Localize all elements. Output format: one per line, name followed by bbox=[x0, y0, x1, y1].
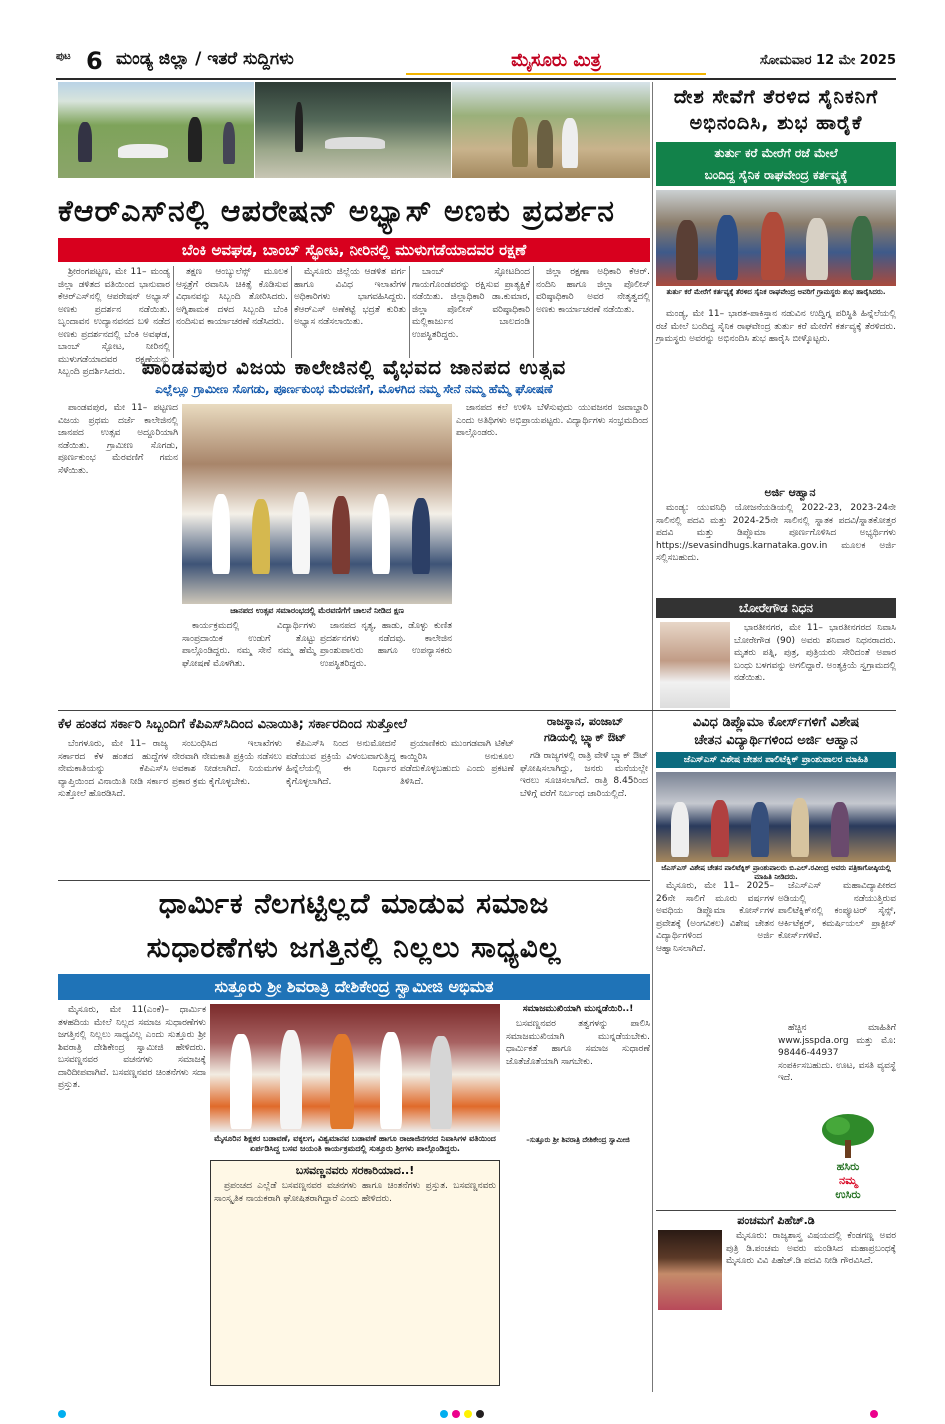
diploma-caption: ಜೆಎಸ್‌ಎಸ್ ವಿಶೇಷ ಚೇತನ ಪಾಲಿಟೆಕ್ನಿಕ್ ಪ್ರಾಂಶುಪಾಲರು ಬಿ.ಎಲ್.ರವೀಂದ್ರ ಅವರು ಪತ್ರಿಕಾಗೋಷ್ಠಿಯಲ್ಲಿ ಮಾಹಿತಿ ನೀಡಿದರು. bbox=[661, 864, 891, 881]
page-number: 6 bbox=[86, 47, 103, 75]
story2-subheadline: ಎಲ್ಲೆಲ್ಲೂ ಗ್ರಾಮೀಣ ಸೊಗಡು, ಪೂರ್ಣಕುಂಭ ಮೆರವಣಿಗೆ, ಮೊಳಗಿದ ನಮ್ಮ ಸೇನೆ ನಮ್ಮ ಹೆಮ್ಮೆ ಘೋಷಣೆ bbox=[155, 382, 553, 396]
story4-col3-heading: ಸಮಾಜಮುಖಿಯಾಗಿ ಮುನ್ನಡೆಯಿರಿ..! bbox=[522, 1004, 634, 1014]
diploma-col2: ಜೆಎಸ್‌ಎಸ್ ಮಹಾವಿದ್ಯಾಪೀಠದ ಅಡಿಯಲ್ಲಿ ನಡೆಯುತ್ತಿರುವ ಪಾಲಿಟೆಕ್ನಿಕ್‌ನಲ್ಲಿ ಕಂಪ್ಯೂಟರ್ ಸೈನ್ಸ್, ಆರ್ಕಿಟೆಕ್ಚರ್, ಕಮರ್ಷಿಯಲ್ ಪ್ರಾಕ್ಟೀಸ್ ಕೋರ್ಸ್‌ಗಳಿವೆ. bbox=[778, 881, 896, 941]
story1-col2: ತಕ್ಷಣ ಆಂಬ್ಯುಲೆನ್ಸ್ ಮೂಲಕ ಆಸ್ಪತ್ರೆಗೆ ರವಾನಿಸಿ ಚಿಕಿತ್ಸೆ ಕೊಡಿಸುವ ವಿಧಾನವನ್ನು ಸಿಬ್ಬಂದಿ ತೋರಿಸಿದರು. ಅಗ್ನಿಶಾಮಕ ದಳದ ಸಿಬ್ಬಂದಿ ಬೆಂಕಿ ನಂದಿಸುವ ಕಾರ್ಯಾಚರಣೆ ನಡೆಸಿದರು. bbox=[176, 267, 288, 327]
quote-credit: –ಸುತ್ತೂರು ಶ್ರೀ ಶಿವರಾತ್ರಿ ದೇಶಿಕೇಂದ್ರ ಸ್ವಾಮೀಜಿ bbox=[526, 1136, 630, 1144]
phd-portrait bbox=[658, 1230, 722, 1310]
army-headline: ದೇಶ ಸೇವೆಗೆ ತೆರಳಿದ ಸೈನಿಕನಿಗೆ ಅಭಿನಂದಿಸಿ, ಶುಭ ಹಾರೈಕೆ bbox=[673, 86, 879, 134]
story1-col3: ಮೈಸೂರು ಜಿಲ್ಲೆಯ ಆಡಳಿತ ವರ್ಗ ಹಾಗೂ ವಿವಿಧ ಇಲಾಖೆಗಳ ಅಧಿಕಾರಿಗಳು ಭಾಗವಹಿಸಿದ್ದರು. ಕೆಆರ್‌ಎಸ್ ಅಣೆಕಟ್ಟೆ ಭದ್ರತೆ ಕುರಿತು ಅಭ್ಯಾಸ ನಡೆಸಲಾಯಿತು. bbox=[294, 267, 406, 327]
story2-col4: ಜಾನಪದ ಕಲೆ ಉಳಿಸಿ ಬೆಳೆಸುವುದು ಯುವಜನರ ಜವಾಬ್ದಾರಿ ಎಂದು ಅತಿಥಿಗಳು ಅಭಿಪ್ರಾಯಪಟ್ಟರು. ವಿದ್ಯಾರ್ಥಿಗಳು ಸಂಭ್ರಮದಿಂದ ಪಾಲ್ಗೊಂಡರು. bbox=[456, 403, 648, 438]
issue-date: ಸೋಮವಾರ 12 ಮೇ 2025 bbox=[759, 53, 896, 68]
page-label: ಪುಟ bbox=[56, 51, 71, 62]
header-divider bbox=[56, 78, 896, 80]
print-mark bbox=[870, 1410, 878, 1418]
folk-fest-photo bbox=[182, 404, 452, 604]
story4-col3: ಬಸವಣ್ಣನವರ ತತ್ವಗಳನ್ನು ಪಾಲಿಸಿ ಸಮಾಜಮುಖಿಯಾಗಿ ಮುನ್ನಡೆಯಬೇಕು. ಧಾರ್ಮಿಕತೆ ಹಾಗೂ ಸಮಾಜ ಸುಧಾರಣೆ ಜೊತೆಜೊತೆಯಾಗಿ ಸಾಗಬೇಕು. bbox=[506, 1019, 650, 1067]
obituary-heading: ಬೋರೇಗೌಡ ನಿಧನ bbox=[656, 598, 896, 618]
army-body: ಮಂಡ್ಯ, ಮೇ 11– ಭಾರತ-ಪಾಕಿಸ್ತಾನ ನಡುವಿನ ಉದ್ವಿಗ್ನ ಪರಿಸ್ಥಿತಿ ಹಿನ್ನೆಲೆಯಲ್ಲಿ ರಜೆ ಮೇಲೆ ಬಂದಿದ್ದ ಸೈನಿಕ ರಾಘವೇಂದ್ರ ತುರ್ತು ಕರೆ ಮೇರೆಗೆ ಕರ್ತವ್ಯಕ್ಕೆ ತೆರಳಿದರು. ಗ್ರಾಮಸ್ಥರು ಅವರನ್ನು ಅಭಿನಂದಿಸಿ ಶುಭ ಹಾರೈಸಿ ಬೀಳ್ಕೊಟ್ಟರು. bbox=[656, 309, 896, 344]
story1-subheadline: ಬೆಂಕಿ ಅವಘಡ, ಬಾಂಬ್ ಸ್ಫೋಟ, ನೀರಿನಲ್ಲಿ ಮುಳುಗಡೆಯಾದವರ ರಕ್ಷಣೆ bbox=[58, 238, 650, 262]
print-mark bbox=[58, 1410, 66, 1418]
basavanna-box-heading: ಬಸವಣ್ಣನವರು ಸರಕಾರಿಯಾದ..! bbox=[295, 1164, 415, 1177]
diploma-col3: ಹೆಚ್ಚಿನ ಮಾಹಿತಿಗೆ www.jsspda.org ಮತ್ತು ಮೊ: 98446-44937 ಸಂಪರ್ಕಿಸಬಹುದು. ಊಟ, ವಸತಿ ವ್ಯವಸ್ಥೆ ಇದೆ. bbox=[778, 1023, 896, 1083]
column-separator bbox=[652, 712, 653, 1392]
blackout-body: ಗಡಿ ರಾಜ್ಯಗಳಲ್ಲಿ ರಾತ್ರಿ ವೇಳೆ ಬ್ಲ್ಯಾಕ್ ಔಟ್ ಘೋಷಿಸಲಾಗಿದ್ದು, ಜನರು ಮನೆಯಲ್ಲೇ ಇರಲು ಸೂಚಿಸಲಾಗಿದೆ. ರಾತ್ರಿ 8.45ರಿಂದ ಬೆಳಿಗ್ಗೆ ವರೆಗೆ ನಿರ್ಬಂಧ ಜಾರಿಯಲ್ಲಿದೆ. bbox=[520, 751, 648, 799]
story4-subheadline: ಸುತ್ತೂರು ಶ್ರೀ ಶಿವರಾತ್ರಿ ದೇಶಿಕೇಂದ್ರ ಸ್ವಾಮೀಜಿ ಅಭಿಮತ bbox=[58, 974, 650, 1000]
green-slogan-badge: ಹಸಿರು ನಮ್ಮ ಉಸಿರು bbox=[800, 1108, 896, 1208]
tree-icon bbox=[818, 1110, 878, 1160]
story1-headline: ಕೆಆರ್‌ಎಸ್‌ನಲ್ಲಿ ಆಪರೇಷನ್ ಅಭ್ಯಾಸ್ ಅಣಕು ಪ್ರದರ್ಶನ bbox=[58, 194, 615, 229]
swamiji-event-photo bbox=[210, 1004, 500, 1132]
story1-col1: ಶ್ರೀರಂಗಪಟ್ಟಣ, ಮೇ 11– ಮಂಡ್ಯ ಜಿಲ್ಲಾ ಡಳಿತದ ವತಿಯಿಂದ ಭಾನುವಾರ ಕೆಆರ್‌ಎಸ್‌ನಲ್ಲಿ ಆಪರೇಷನ್ ಅಭ್ಯಾಸ್ ಅಣಕು ಪ್ರದರ್ಶನ ನಡೆಯಿತು. ಬೃಂದಾವನ ಉದ್ಯಾನವನದ ಬಳಿ ನಡೆದ ಅಣಕು ಪ್ರದರ್ಶನದಲ್ಲಿ ಬೆಂಕಿ ಅವಘಡ, ಬಾಂಬ್ ಸ್ಫೋಟ, ನೀರಿನಲ್ಲಿ ಮುಳುಗಡೆಯಾದವರ ರಕ್ಷಣೆಯನ್ನು ಸಿಬ್ಬಂದಿ ಪ್ರದರ್ಶಿಸಿದರು. bbox=[58, 267, 170, 377]
story3-col4: ಪ್ರಯಾಣಿಕರು ಮುಂಗಡವಾಗಿ ಟಿಕೆಟ್ ಕಾಯ್ದಿರಿಸಿ ಅನುಕೂಲ ಪಡೆದುಕೊಳ್ಳಬಹುದು ಎಂದು ಪ್ರಕಟಣೆ ತಿಳಿಸಿದೆ. bbox=[400, 739, 514, 787]
section-divider bbox=[58, 880, 650, 881]
story2-col1: ಪಾಂಡವಪುರ, ಮೇ 11– ಪಟ್ಟಣದ ವಿಜಯ ಪ್ರಥಮ ದರ್ಜೆ ಕಾಲೇಜಿನಲ್ಲಿ ಜಾನಪದ ಉತ್ಸವ ಅದ್ದೂರಿಯಾಗಿ ನಡೆಯಿತು. ಗ್ರಾಮೀಣ ಸೊಗಡು, ಪೂರ್ಣಕುಂಭ ಮೆರವಣಿಗೆ ಗಮನ ಸೆಳೆಯಿತು. bbox=[58, 403, 178, 476]
basavanna-box-body: ಪ್ರಪಂಚದ ಎಲ್ಲೆಡೆ ಬಸವಣ್ಣನವರ ವಚನಗಳು ಹಾಗೂ ಚಿಂತನೆಗಳು ಪ್ರಸ್ತುತ. ಬಸವಣ್ಣನವರು ಸಾಂಸ್ಕೃತಿಕ ನಾಯಕರಾಗಿ ಘೋಷಿತರಾಗಿದ್ದಾರೆ ಎಂದು ಹೇಳಿದರು. bbox=[214, 1181, 496, 1204]
krs-drill-photo-1 bbox=[58, 82, 254, 178]
page-header bbox=[56, 47, 896, 77]
army-group-photo bbox=[656, 190, 896, 286]
section-title: ಮಂಡ್ಯ ಜಿಲ್ಲಾ / ಇತರೆ ಸುದ್ದಿಗಳು bbox=[116, 49, 294, 69]
army-subheadline: ತುರ್ತು ಕರೆ ಮೇರೆಗೆ ರಜೆ ಮೇಲೆ ಬಂದಿದ್ದ ಸೈನಿಕ ರಾಘವೇಂದ್ರ ಕರ್ತವ್ಯಕ್ಕೆ bbox=[656, 142, 896, 186]
obituary-portrait bbox=[660, 622, 730, 708]
column-separator bbox=[652, 82, 653, 712]
masthead-logo: ಮೈಸೂರು ಮಿತ್ರ bbox=[406, 47, 706, 75]
blackout-headline: ರಾಜಸ್ಥಾನ, ಪಂಜಾಬ್ ಗಡಿಯಲ್ಲಿ ಬ್ಲ್ಯಾಕ್ ಔಟ್ bbox=[543, 715, 627, 744]
print-mark bbox=[452, 1410, 460, 1418]
story3-headline: ಕೆಳ ಹಂತದ ಸರ್ಕಾರಿ ಸಿಬ್ಬಂದಿಗೆ ಕೆಪಿಎಸ್‌ಸಿದಿಂದ ವಿನಾಯಿತಿ; ಸರ್ಕಾರದಿಂದ ಸುತ್ತೋಲೆ bbox=[58, 717, 407, 732]
print-mark bbox=[440, 1410, 448, 1418]
krs-drill-photo-2 bbox=[255, 82, 451, 178]
apply-notice-heading: ಅರ್ಜಿ ಆಹ್ವಾನ bbox=[764, 486, 816, 499]
story1-col5: ಜಿಲ್ಲಾ ರಕ್ಷಣಾ ಅಧಿಕಾರಿ ಕೆಆರ್. ನಂದಿನಿ ಹಾಗೂ ಜಿಲ್ಲಾ ಪೊಲೀಸ್ ವರಿಷ್ಠಾಧಿಕಾರಿ ಅವರ ನೇತೃತ್ವದಲ್ಲಿ ಅಣಕು ಕಾರ್ಯಾಚರಣೆ ನಡೆಯಿತು. bbox=[536, 267, 650, 315]
col-rule bbox=[173, 266, 174, 358]
folk-fest-caption: ಜಾನಪದ ಉತ್ಸವ ಸಮಾರಂಭದಲ್ಲಿ ಮೆರವಣಿಗೆಗೆ ಚಾಲನೆ ನೀಡಿದ ಕ್ಷಣ bbox=[230, 606, 404, 615]
story3-col3: ಕೆಪಿಎಸ್‌ಸಿ ನಿಂದ ಅನುಮೋದನೆ ಪಡೆಯುವ ಪ್ರಕ್ರಿಯೆ ವಿಳಂಬವಾಗುತ್ತಿದ್ದ ಹಿನ್ನೆಲೆಯಲ್ಲಿ ಈ ನಿರ್ಧಾರ ಕೈಗೊಳ್ಳಲಾಗಿದೆ. bbox=[286, 739, 396, 787]
story4-headline: ಧಾರ್ಮಿಕ ನೆಲಗಟ್ಟಿಲ್ಲದೆ ಮಾಡುವ ಸಮಾಜ ಸುಧಾರಣೆಗಳು ಜಗತ್ತಿನಲ್ಲಿ ನಿಲ್ಲಲು ಸಾಧ್ಯವಿಲ್ಲ bbox=[146, 887, 562, 964]
story2-col3: ಜಾನಪದ ನೃತ್ಯ, ಹಾಡು, ಡೊಳ್ಳು ಕುಣಿತ ಪ್ರದರ್ಶನಗಳು ನಡೆದವು. ಕಾಲೇಜಿನ ಪ್ರಾಂಶುಪಾಲರು ಹಾಗೂ ಉಪನ್ಯಾಸಕರು ಉಪಸ್ಥಿತರಿದ್ದರು. bbox=[320, 621, 452, 669]
diploma-col1: ಮೈಸೂರು, ಮೇ 11– 2025–26ನೇ ಸಾಲಿಗೆ ಮೂರು ವರ್ಷಗಳ ಅವಧಿಯ ಡಿಪ್ಲೊಮಾ ಕೋರ್ಸ್‌ಗಳ ಪ್ರವೇಶಕ್ಕೆ (ಅಂಗವಿಕಲ) ವಿಶೇಷ ಚೇತನ ವಿದ್ಯಾರ್ಥಿಗಳಿಂದ ಅರ್ಜಿ ಆಹ್ವಾನಿಸಲಾಗಿದೆ. bbox=[656, 881, 774, 954]
story2-headline: ಪಾಂಡವಪುರ ವಿಜಯ ಕಾಲೇಜಿನಲ್ಲಿ ವೈಭವದ ಜಾನಪದ ಉತ್ಸವ bbox=[141, 355, 567, 379]
phd-notice-body: ಮೈಸೂರು: ರಾಜ್ಯಶಾಸ್ತ್ರ ವಿಷಯದಲ್ಲಿ ಕೆಂಡಗಣ್ಣ ಅವರ ಪುತ್ರಿ ಡಿ.ಪಂಚಮ ಅವರು ಮಂಡಿಸಿದ ಮಹಾಪ್ರಬಂಧಕ್ಕೆ ಮೈಸೂರು ವಿವಿ ಪಿಹೆಚ್.ಡಿ ಪದವಿ ನೀಡಿ ಗೌರವಿಸಿದೆ. bbox=[726, 1231, 896, 1266]
krs-drill-photo-3 bbox=[452, 82, 650, 178]
apply-notice-body: ಮಂಡ್ಯ: ಯುವನಿಧಿ ಯೋಜನೆಯಡಿಯಲ್ಲಿ 2022-23, 2023-24ನೇ ಸಾಲಿನಲ್ಲಿ ಪದವಿ ಮತ್ತು 2024-25ನೇ ಸಾಲಿನಲ್ಲಿ ಸ್ನಾತಕ ಪದವಿ/ಸ್ನಾತಕೋತ್ತರ ಪದವಿ ಮತ್ತು ಡಿಪ್ಲೊಮಾ ಪೂರ್ಣಗೊಳಿಸಿದ ಅಭ್ಯರ್ಥಿಗಳು https://sevasindhugs.karnataka.gov.in ಮೂಲಕ ಅರ್ಜಿ ಸಲ್ಲಿಸಬಹುದು. bbox=[656, 503, 896, 563]
story1-col4: ಬಾಂಬ್ ಸ್ಫೋಟದಿಂದ ಗಾಯಗೊಂಡವರನ್ನು ರಕ್ಷಿಸುವ ಪ್ರಾತ್ಯಕ್ಷಿಕೆ ನಡೆಯಿತು. ಜಿಲ್ಲಾಧಿಕಾರಿ ಡಾ.ಕುಮಾರ, ಜಿಲ್ಲಾ ಪೊಲೀಸ್ ವರಿಷ್ಠಾಧಿಕಾರಿ ಮಲ್ಲಿಕಾರ್ಜುನ ಬಾಲದಂಡಿ ಉಪಸ್ಥಿತರಿದ್ದರು. bbox=[412, 267, 530, 340]
diploma-photo bbox=[656, 772, 896, 862]
army-photo-caption: ತುರ್ತು ಕರೆ ಮೇರೆಗೆ ಕರ್ತವ್ಯಕ್ಕೆ ತೆರಳಿದ ಸೈನಿಕ ರಾಘವೇಂದ್ರ ಅವರಿಗೆ ಗ್ರಾಮಸ್ಥರು ಶುಭ ಹಾರೈಸಿದರು. bbox=[666, 288, 886, 296]
col-rule bbox=[533, 266, 534, 358]
story3-col1: ಬೆಂಗಳೂರು, ಮೇ 11– ರಾಜ್ಯ ಸರ್ಕಾರದ ಕೆಳ ಹಂತದ ಹುದ್ದೆಗಳ ನೇಮಕಾತಿಯನ್ನು ಕೆಪಿಎಸ್‌ಸಿ ವ್ಯಾಪ್ತಿಯಿಂದ ವಿನಾಯಿತಿ ನೀಡಿ ಸರ್ಕಾರ ಸುತ್ತೋಲೆ ಹೊರಡಿಸಿದೆ. bbox=[58, 739, 168, 799]
obituary-body: ಭಾರತೀನಗರ, ಮೇ 11– ಭಾರತೀನಗರದ ನಿವಾಸಿ ಬೋರೇಗೌಡ (90) ಅವರು ಶನಿವಾರ ನಿಧನರಾದರು. ಮೃತರು ಪತ್ನಿ, ಪುತ್ರ, ಪುತ್ರಿಯರು ಸೇರಿದಂತೆ ಅಪಾರ ಬಂಧು ಬಳಗವನ್ನು ಅಗಲಿದ್ದಾರೆ. ಅಂತ್ಯಕ್ರಿಯೆ ಸ್ವಗ್ರಾಮದಲ್ಲಿ ನಡೆಯಿತು. bbox=[734, 623, 896, 683]
story3-col2: ಸಂಬಂಧಿಸಿದ ಇಲಾಖೆಗಳು ನೇರವಾಗಿ ನೇಮಕಾತಿ ಪ್ರಕ್ರಿಯೆ ನಡೆಸಲು ಅವಕಾಶ ನೀಡಲಾಗಿದೆ. ನಿಯಮಗಳ ಪ್ರಕಾರ ಕ್ರಮ ಕೈಗೊಳ್ಳಬೇಕು. bbox=[172, 739, 282, 787]
phd-notice-heading: ಪಂಚಮಗೆ ಪಿಹೆಚ್.ಡಿ bbox=[656, 1210, 896, 1228]
print-mark bbox=[476, 1410, 484, 1418]
diploma-headline: ವಿವಿಧ ಡಿಪ್ಲೊಮಾ ಕೋರ್ಸ್‌ಗಳಿಗೆ ವಿಶೇಷ ಚೇತನ ವಿದ್ಯಾರ್ಥಿಗಳಿಂದ ಅರ್ಜಿ ಆಹ್ವಾನ bbox=[692, 715, 860, 748]
section-divider bbox=[58, 710, 896, 711]
swamiji-caption: ಮೈಸೂರಿನ ಶಿಕ್ಷಕರ ಬಡಾವಣೆ, ವಕ್ಕಲಗ, ವಿಶ್ವಮಾನವ ಬಡಾವಣೆ ಹಾಗೂ ರಾಜಾಜಿನಗರದ ನಿವಾಸಿಗಳ ವತಿಯಿಂದ ಏರ್ಪಡಿಸಿದ್ದ ಬಸವ ಜಯಂತಿ ಕಾರ್ಯಕ್ರಮದಲ್ಲಿ ಸುತ್ತೂರು ಶ್ರೀಗಳು ಪಾಲ್ಗೊಂಡಿದ್ದರು. bbox=[214, 1134, 496, 1153]
story2-col2: ಕಾರ್ಯಕ್ರಮದಲ್ಲಿ ವಿದ್ಯಾರ್ಥಿಗಳು ಸಾಂಪ್ರದಾಯಿಕ ಉಡುಗೆ ತೊಟ್ಟು ಪಾಲ್ಗೊಂಡಿದ್ದರು. ನಮ್ಮ ಸೇನೆ ನಮ್ಮ ಹೆಮ್ಮೆ ಘೋಷಣೆ ಮೊಳಗಿತು. bbox=[182, 621, 316, 669]
col-rule bbox=[409, 266, 410, 358]
story4-col1: ಮೈಸೂರು, ಮೇ 11(ಎಂಕೆ)– ಧಾರ್ಮಿಕ ತಳಹದಿಯ ಮೇಲೆ ನಿಲ್ಲದ ಸಮಾಜ ಸುಧಾರಣೆಗಳು ಜಗತ್ತಿನಲ್ಲಿ ನಿಲ್ಲಲು ಸಾಧ್ಯವಿಲ್ಲ ಎಂದು ಸುತ್ತೂರು ಶ್ರೀ ಶಿವರಾತ್ರಿ ದೇಶಿಕೇಂದ್ರ ಸ್ವಾಮೀಜಿ ಹೇಳಿದರು. ಬಸವಣ್ಣನವರ ವಚನಗಳು ಸಮಾಜಕ್ಕೆ ದಾರಿದೀಪವಾಗಿವೆ. ಬಸವಣ್ಣನವರ ಚಿಂತನೆಗಳು ಸದಾ ಪ್ರಸ್ತುತ. bbox=[58, 1005, 206, 1090]
print-mark bbox=[464, 1410, 472, 1418]
diploma-band: ಜೆಎಸ್‌ಎಸ್ ವಿಶೇಷ ಚೇತನ ಪಾಲಿಟೆಕ್ನಿಕ್ ಪ್ರಾಂಶುಪಾಲರ ಮಾಹಿತಿ bbox=[656, 752, 896, 768]
col-rule bbox=[291, 266, 292, 358]
